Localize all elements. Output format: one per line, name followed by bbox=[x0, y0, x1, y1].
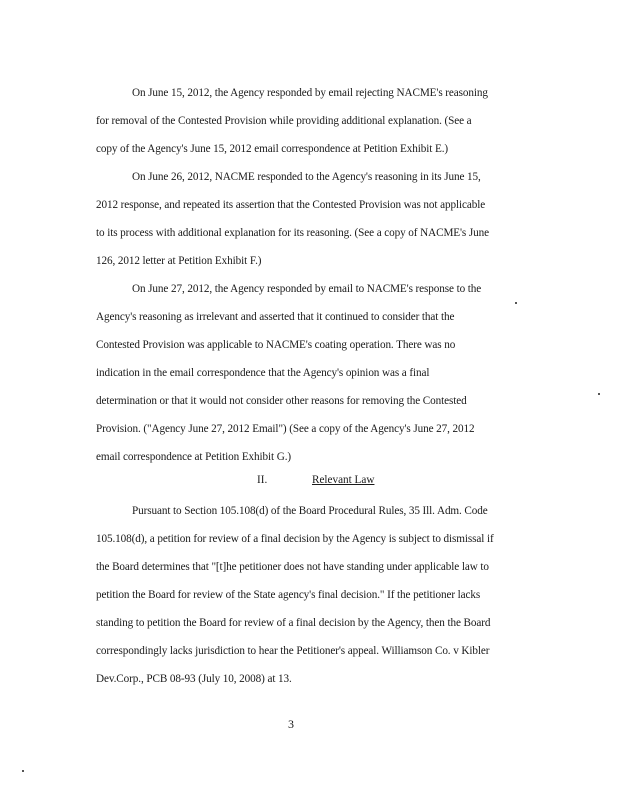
paragraph-1-line-3: copy of the Agency's June 15, 2012 email correspondence at Petition Exhibit E.) bbox=[96, 143, 449, 155]
law-paragraph-line-4: petition the Board for review of the State agency's final decision." If the petitioner lacks bbox=[96, 589, 481, 601]
paragraph-3-line-3: Contested Provision was applicable to NACME's coating operation. There was no bbox=[96, 339, 456, 351]
law-paragraph-line-1: Pursuant to Section 105.108(d) of the Board Procedural Rules, 35 Ill. Adm. Code bbox=[132, 505, 488, 517]
law-paragraph-line-6: correspondingly lacks jurisdiction to hear the Petitioner's appeal. Williamson Co. v Kibler bbox=[96, 645, 490, 657]
scan-speck bbox=[598, 393, 600, 395]
paragraph-2-line-2: 2012 response, and repeated its assertion that the Contested Provision was not applicable bbox=[96, 199, 486, 211]
paragraph-2-line-1: On June 26, 2012, NACME responded to the Agency's reasoning in its June 15, bbox=[132, 171, 481, 183]
paragraph-2-line-3: to its process with additional explanation for its reasoning. (See a copy of NACME's June bbox=[96, 227, 489, 239]
page-number: 3 bbox=[288, 717, 294, 731]
section-number: II. bbox=[257, 474, 268, 486]
paragraph-1-line-2: for removal of the Contested Provision while providing additional explanation. (See a bbox=[96, 115, 472, 127]
paragraph-3-line-2: Agency's reasoning as irrelevant and asserted that it continued to consider that the bbox=[96, 311, 455, 323]
paragraph-1-line-1: On June 15, 2012, the Agency responded by email rejecting NACME's reasoning bbox=[132, 87, 488, 99]
law-paragraph-line-7: Dev.Corp., PCB 08-93 (July 10, 2008) at 13. bbox=[96, 673, 292, 685]
paragraph-3-line-7: email correspondence at Petition Exhibit G.) bbox=[96, 451, 292, 463]
paragraph-2-line-4: 126, 2012 letter at Petition Exhibit F.) bbox=[96, 255, 262, 267]
scan-speck bbox=[515, 302, 517, 304]
paragraph-3-line-1: On June 27, 2012, the Agency responded by email to NACME's response to the bbox=[132, 283, 482, 295]
paragraph-3-line-4: indication in the email correspondence that the Agency's opinion was a final bbox=[96, 367, 430, 379]
law-paragraph-line-2: 105.108(d), a petition for review of a final decision by the Agency is subject to dismissal if bbox=[96, 533, 494, 545]
paragraph-3-line-6: Provision. ("Agency June 27, 2012 Email") (See a copy of the Agency's June 27, 2012 bbox=[96, 423, 475, 435]
law-paragraph-line-5: standing to petition the Board for review of a final decision by the Agency, then the Board bbox=[96, 617, 491, 629]
paragraph-3-line-5: determination or that it would not consider other reasons for removing the Contested bbox=[96, 395, 467, 407]
law-paragraph-line-3: the Board determines that "[t]he petitioner does not have standing under applicable law to bbox=[96, 561, 489, 573]
section-title: Relevant Law bbox=[312, 474, 375, 486]
scan-speck bbox=[22, 770, 24, 772]
